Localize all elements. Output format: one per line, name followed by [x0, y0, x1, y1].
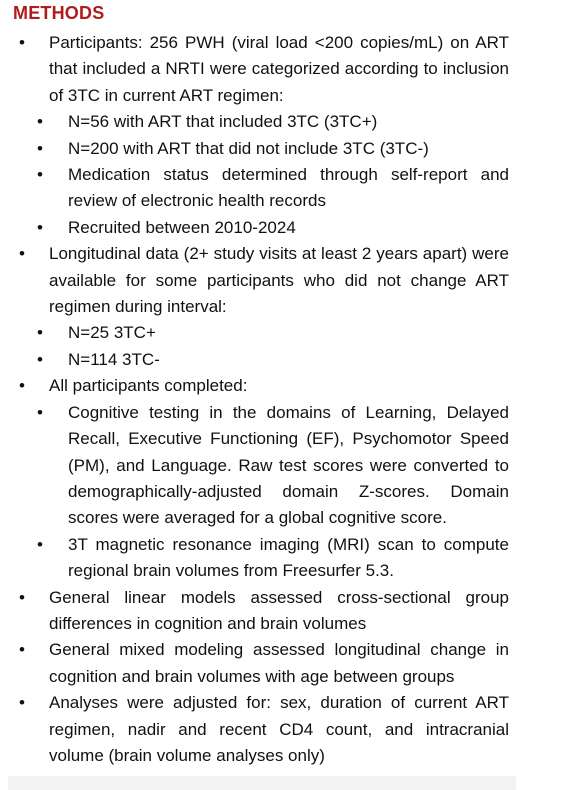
bullet-marker: •	[37, 138, 43, 158]
list-item	[0, 585, 564, 638]
list-item	[0, 30, 564, 109]
list-item	[0, 215, 564, 241]
list-item-text: N=56 with ART that included 3TC (3TC+)	[68, 112, 378, 132]
bullet-marker: •	[19, 376, 25, 396]
bullet-marker: •	[37, 349, 43, 369]
bullet-marker: •	[37, 112, 43, 132]
bullet-marker: •	[19, 693, 25, 713]
list-item-text: Cognitive testing in the domains of Learning, Delayed Recall, Executive Functioning (EF), Psychomotor Speed (PM), and Language. Raw test scores were converted to demographically-adjusted domain Z-scores. Domain scores were averaged for a global cognitive score.	[68, 402, 509, 528]
bullet-marker: •	[19, 244, 25, 264]
list-item	[0, 690, 564, 769]
bullet-marker: •	[37, 323, 43, 343]
bullet-marker: •	[37, 534, 43, 554]
list-item-text: N=25 3TC+	[68, 323, 156, 343]
list-item-text: 3T magnetic resonance imaging (MRI) scan to compute regional brain volumes from Freesurfer 5.3.	[68, 534, 509, 581]
list-item	[0, 347, 564, 373]
list-item	[0, 637, 564, 690]
section-heading: METHODS	[13, 3, 105, 23]
list-item-text: Analyses were adjusted for: sex, duration of current ART regimen, nadir and recent CD4 count, and intracranial volume (brain volume analyses only)	[49, 693, 509, 765]
list-item-text: Longitudinal data (2+ study visits at least 2 years apart) were available for some participants who did not change ART regimen during interval:	[49, 244, 509, 317]
bullet-marker: •	[19, 33, 25, 52]
list-item-text: General linear models assessed cross-sectional group differences in cognition and brain volumes	[49, 587, 509, 633]
bullet-marker: •	[37, 165, 43, 185]
list-item-text: General mixed modeling assessed longitudinal change in cognition and brain volumes with age between groups	[49, 640, 509, 686]
list-item	[0, 241, 564, 320]
list-item	[0, 320, 564, 346]
bullet-marker: •	[37, 402, 43, 422]
list-item-text: N=200 with ART that did not include 3TC (3TC-)	[68, 138, 429, 158]
bottom-shade	[8, 776, 516, 790]
bullet-marker: •	[19, 640, 25, 660]
list-item	[0, 136, 564, 162]
list-item-text: Participants: 256 PWH (viral load <200 copies/mL) on ART that included a NRTI were categorized according to inclusion of 3TC in current ART regimen:	[49, 33, 509, 105]
bullet-marker: •	[19, 587, 25, 607]
list-item-text: N=114 3TC-	[68, 349, 160, 369]
list-item	[0, 373, 564, 399]
list-item	[0, 532, 564, 585]
list-item-text: Recruited between 2010-2024	[68, 217, 296, 237]
methods-list	[0, 30, 564, 769]
bullet-marker: •	[37, 217, 43, 237]
list-item	[0, 109, 564, 135]
list-item-text: Medication status determined through self-report and review of electronic health records	[68, 165, 509, 211]
list-item	[0, 400, 564, 532]
list-item	[0, 162, 564, 215]
list-item-text: All participants completed:	[49, 376, 248, 396]
